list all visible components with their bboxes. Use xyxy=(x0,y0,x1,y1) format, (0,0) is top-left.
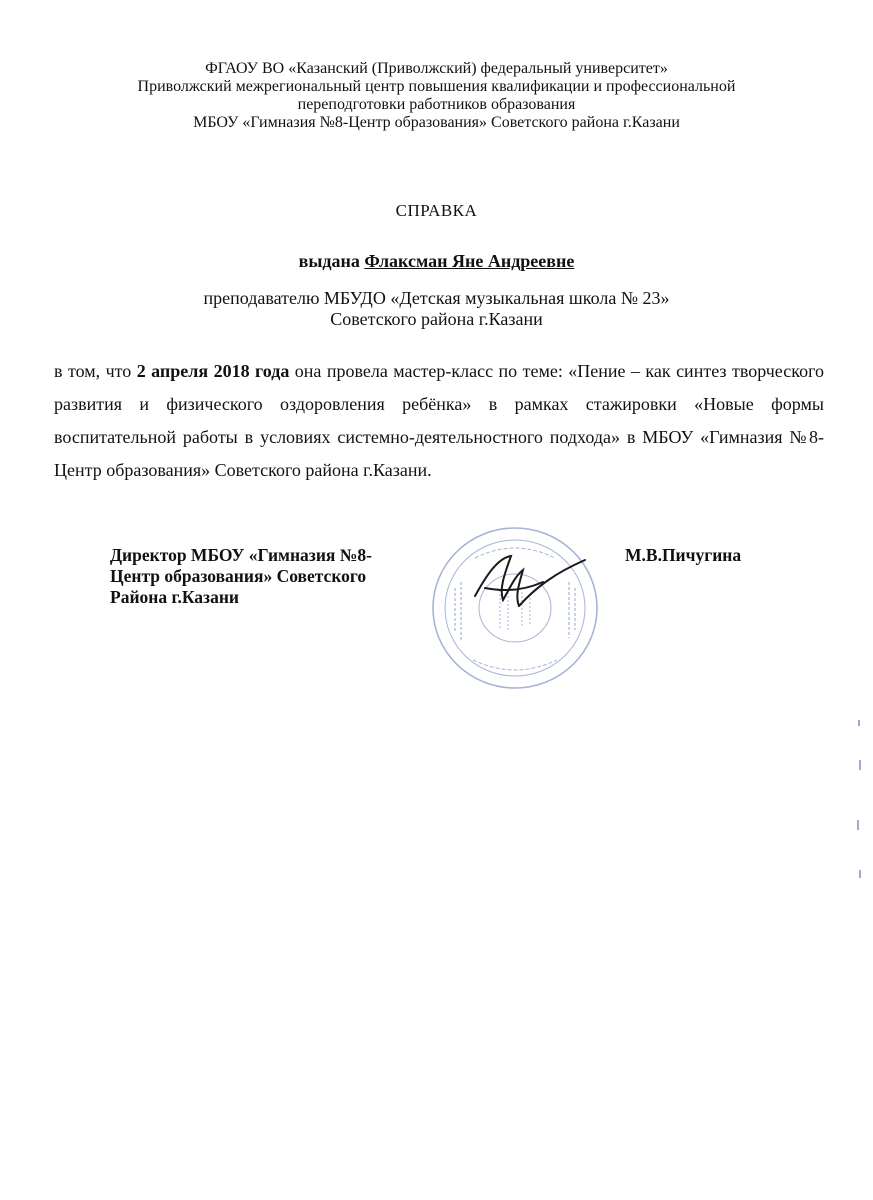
signatory-title-line2: Центр образования» Советского xyxy=(110,566,367,586)
recipient-name: Флаксман Яне Андреевне xyxy=(364,251,575,271)
scan-edge-marks xyxy=(855,700,865,900)
header-school: МБОУ «Гимназия №8-Центр образования» Советского района г.Казани xyxy=(193,114,680,131)
body-text: она провела мастер-класс по теме: «Пение – как синтез творческого развития и физического оздоровления ребёнка» в рамках стажировки «Новые формы воспитательной работы в условиях системно-деятельностного подхода» в МБОУ «Гимназия №8-Центр образования» Советского района г.Казани. xyxy=(54,361,824,480)
document-body xyxy=(54,355,824,487)
header-center-line1: Приволжский межрегиональный центр повышения квалификации и профессиональной xyxy=(137,78,736,95)
header-university: ФГАОУ ВО «Казанский (Приволжский) федеральный университет» xyxy=(205,60,668,77)
event-date: 2 апреля 2018 года xyxy=(136,361,290,381)
position-line1: преподавателю МБУДО «Детская музыкальная школа № 23» xyxy=(203,288,670,308)
signatory-title-line3: Района г.Казани xyxy=(110,587,239,607)
signatory-title xyxy=(110,545,372,608)
header-center-line2: переподготовки работников образования xyxy=(297,96,576,113)
signatory-title-line1: Директор МБОУ «Гимназия №8- xyxy=(110,545,372,565)
signatory-name: М.В.Пичугина xyxy=(625,545,742,565)
body-intro: в том, что xyxy=(54,361,132,381)
official-stamp xyxy=(415,518,615,698)
document-header xyxy=(0,60,873,132)
position-line2: Советского района г.Казани xyxy=(330,309,543,329)
issued-to xyxy=(0,251,873,272)
stamp-seal xyxy=(433,528,597,688)
recipient-position xyxy=(0,288,873,330)
issued-prefix: выдана xyxy=(298,251,360,271)
document-title: СПРАВКА xyxy=(395,201,478,220)
